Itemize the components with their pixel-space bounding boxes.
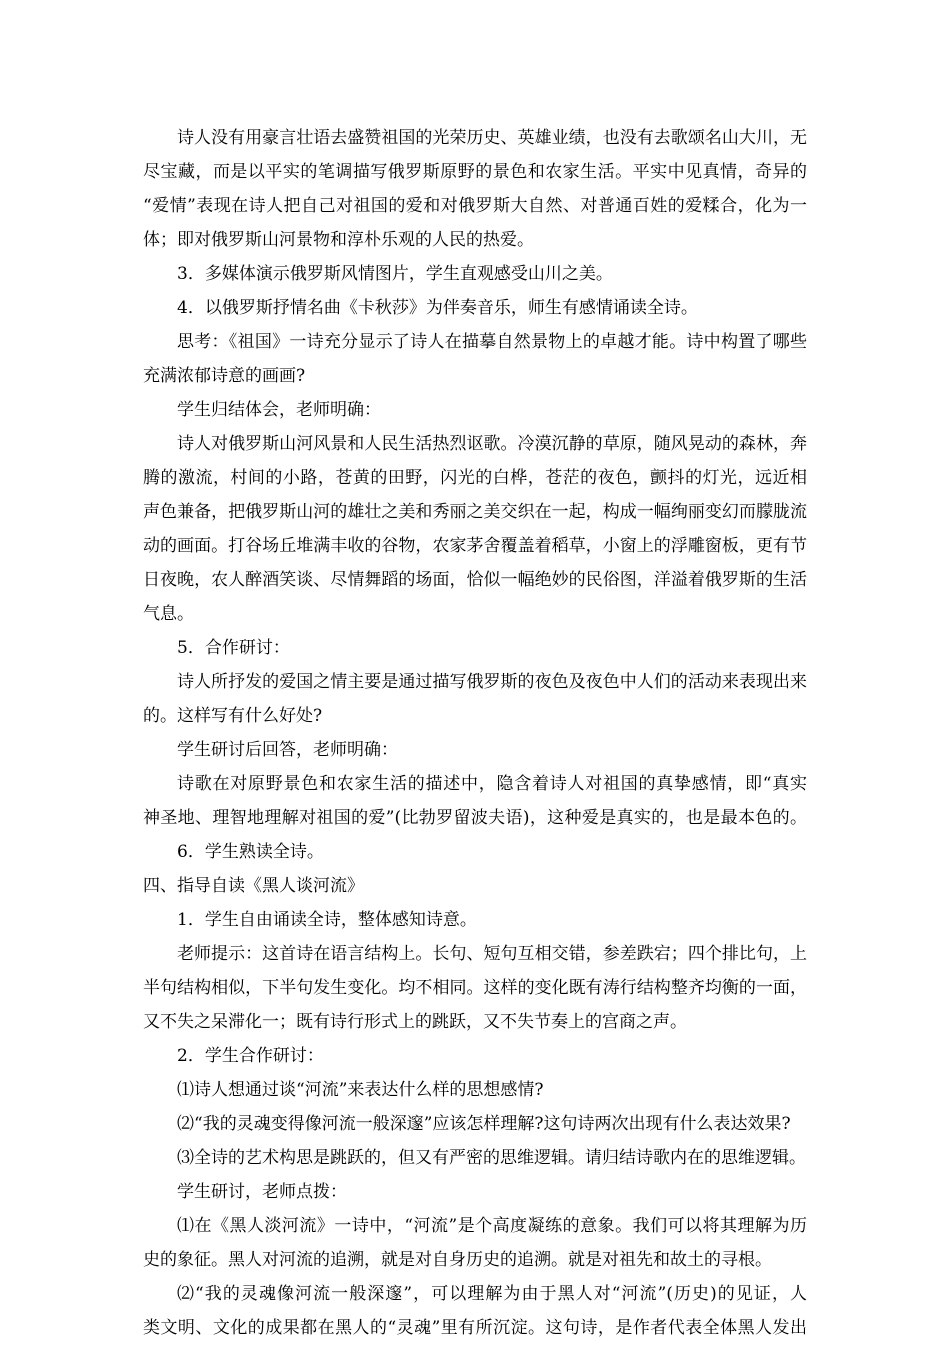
paragraph-line: 日夜晚，农人醉酒笑谈、尽情舞蹈的场面，恰似一幅绝妙的民俗图，洋溢着俄罗斯的生活 <box>143 570 807 590</box>
paragraph-line: 气息。 <box>143 604 194 624</box>
paragraph-line: 体；即对俄罗斯山河景物和淳朴乐观的人民的热爱。 <box>143 230 534 250</box>
paragraph-line: 学生归结体会，老师明确： <box>177 400 381 420</box>
paragraph-line: 类文明、文化的成果都在黑人的“灵魂”里有所沉淀。这句诗，是作者代表全体黑人发出 <box>143 1318 807 1338</box>
answer-item: ⑴在《黑人淡河流》一诗中，“河流”是个高度凝练的意象。我们可以将其理解为历 <box>177 1216 807 1236</box>
paragraph-line: 半句结构相似，下半句发生变化。均不相同。这样的变化既有涛行结构整齐均衡的一面， <box>143 978 807 998</box>
question-item: ⑵“我的灵魂变得像河流一般深邃”应该怎样理解?这句诗两次出现有什么表达效果? <box>177 1114 791 1134</box>
paragraph-line: 尽宝藏，而是以平实的笔调描写俄罗斯原野的景色和农家生活。平实中见真情，奇异的 <box>143 162 807 182</box>
paragraph-line: 老师提示：这首诗在语言结构上。长句、短句互相交错，参差跌宕；四个排比句，上 <box>177 944 807 964</box>
paragraph-line: 神圣地、理智地理解对祖国的爱”(比勃罗留波夫语)，这种爱是真实的，也是最本色的。 <box>143 808 807 828</box>
answer-item: ⑵“我的灵魂像河流一般深邃”，可以理解为由于黑人对“河流”(历史)的见证，人 <box>177 1284 807 1304</box>
list-item: 4．以俄罗斯抒情名曲《卡秋莎》为伴奏音乐，师生有感情诵读全诗。 <box>177 298 698 318</box>
list-item: 1．学生自由诵读全诗，整体感知诗意。 <box>177 910 477 930</box>
paragraph-line: 学生研讨，老师点拨： <box>177 1182 347 1202</box>
question-item: ⑶全诗的艺术构思是跳跃的，但又有严密的思维逻辑。请归结诗歌内在的思维逻辑。 <box>177 1148 806 1168</box>
question-item: ⑴诗人想通过谈“河流”来表达什么样的思想感情? <box>177 1080 544 1100</box>
paragraph-line: “爱情”表现在诗人把自己对祖国的爱和对俄罗斯大自然、对普通百姓的爱糅合，化为一 <box>143 196 807 216</box>
paragraph-line: 诗人所抒发的爱国之情主要是通过描写俄罗斯的夜色及夜色中人们的活动来表现出来 <box>177 672 807 692</box>
document-body <box>143 121 807 1345</box>
list-item: 3．多媒体演示俄罗斯风情图片，学生直观感受山川之美。 <box>177 264 613 284</box>
paragraph-line: 的。这样写有什么好处? <box>143 706 323 726</box>
paragraph-line: 又不失之呆滞化一；既有诗行形式上的跳跃，又不失节奏上的宫商之声。 <box>143 1012 687 1032</box>
paragraph-line: 诗人对俄罗斯山河风景和人民生活热烈讴歌。冷漠沉静的草原，随风晃动的森林，奔 <box>177 434 807 454</box>
paragraph-line: 腾的激流，村间的小路，苍黄的田野，闪光的白桦，苍茫的夜色，颤抖的灯光，远近相 <box>143 468 807 488</box>
paragraph-line: 学生研讨后回答，老师明确： <box>177 740 398 760</box>
section-heading: 四、指导自读《黑人谈河流》 <box>143 876 364 896</box>
list-item: 5．合作研讨： <box>177 638 290 658</box>
paragraph-line: 思考：《祖国》一诗充分显示了诗人在描摹自然景物上的卓越才能。诗中构置了哪些 <box>177 332 807 352</box>
list-item: 6．学生熟读全诗。 <box>177 842 324 862</box>
paragraph-line: 史的象征。黑人对河流的追溯，就是对自身历史的追溯。就是对祖先和故土的寻根。 <box>143 1250 772 1270</box>
paragraph-line: 声色兼备，把俄罗斯山河的雄壮之美和秀丽之美交织在一起，构成一幅绚丽变幻而朦胧流 <box>143 502 807 522</box>
paragraph-line: 动的画面。打谷场丘堆满丰收的谷物，农家茅舍覆盖着稻草，小窗上的浮雕窗板，更有节 <box>143 536 807 556</box>
list-item: 2．学生合作研讨： <box>177 1046 324 1066</box>
paragraph-line: 诗歌在对原野景色和农家生活的描述中，隐含着诗人对祖国的真挚感情，即“真实 <box>177 774 807 794</box>
paragraph-line: 充满浓郁诗意的画画? <box>143 366 306 386</box>
paragraph-line: 诗人没有用豪言壮语去盛赞祖国的光荣历史、英雄业绩，也没有去歌颂名山大川，无 <box>177 128 807 148</box>
